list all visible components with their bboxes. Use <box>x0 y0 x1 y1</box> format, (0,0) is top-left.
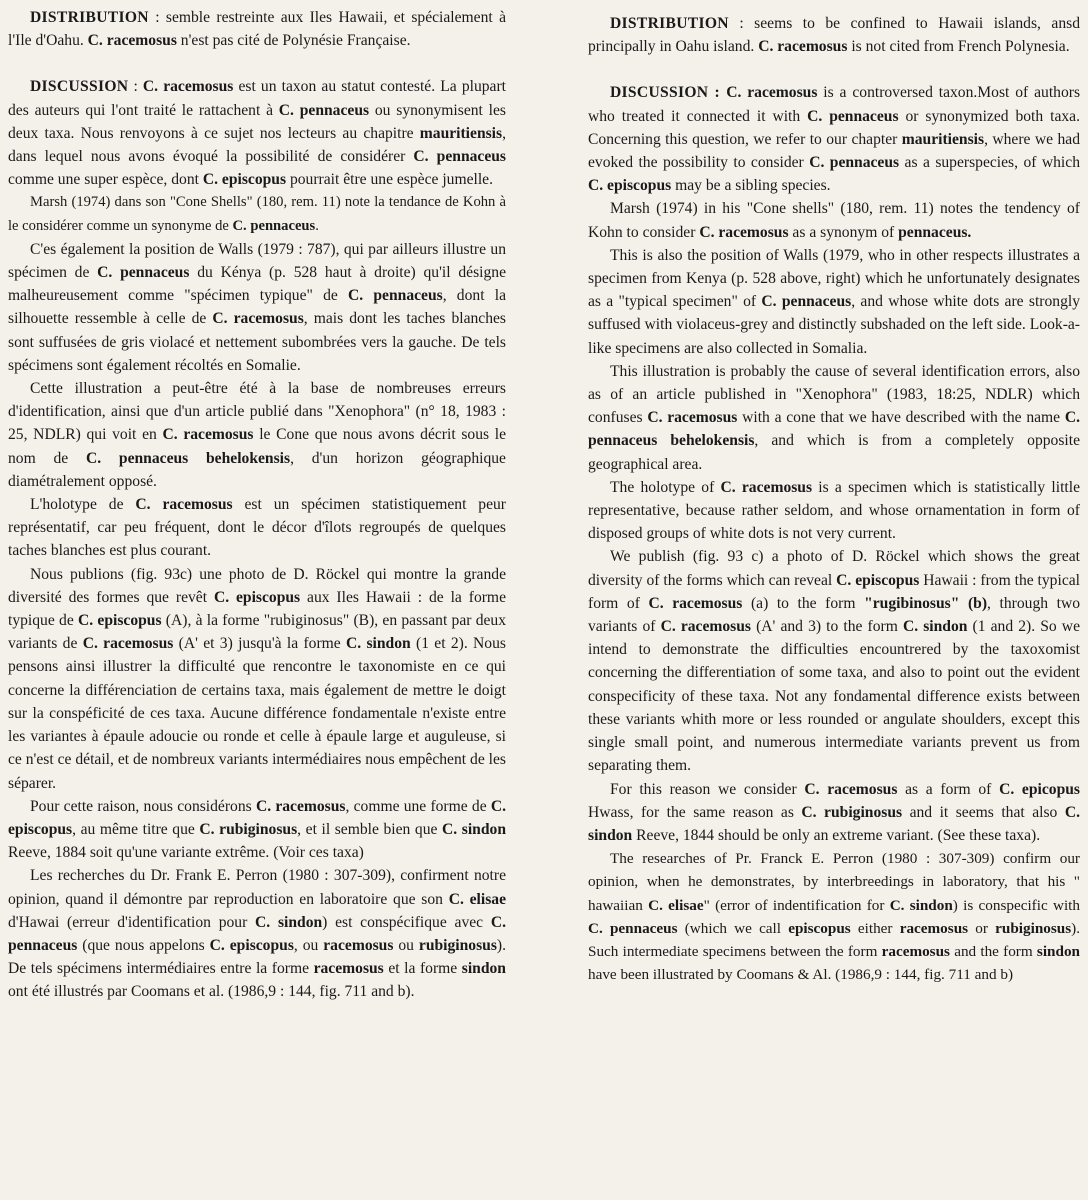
fr-marsh-paragraph: Marsh (1974) dans son "Cone Shells" (180, rem. 11) note la tendance de Kohn à le considérer comme un synonyme de C. pennaceus. <box>8 194 506 234</box>
fr-discussion-paragraph: DISCUSSION : C. racemosus est un taxon au statut contesté. La plupart des auteurs qui l'ont traité le rattachent à C. pennaceus ou synonymisent les deux taxa. Nous renvoyons à ce sujet nos lecteurs au chapitre mauritiensis, dans lequel nous avons évoqué la possibilité de considérer C. pennaceus comme une super espèce, dont C. episcopus pourrait être une espèce jumelle. <box>8 78 506 189</box>
en-illustration-paragraph: This illustration is probably the cause of several identification errors, also as of an article published in "Xenophora" (1983, 18:25, NDLR) which confuses C. racemosus with a cone that we have described with the name C. pennaceus behelokensis, and which is from a completely opposite geographical area. <box>588 362 1081 473</box>
fr-research-paragraph: Les recherches du Dr. Frank E. Perron (1980 : 307-309), confirment notre opinion, quand il démontre par reproduction en laboratoire que son C. elisae d'Hawai (erreur d'identification pour C. sindon) est conspécifique avec C. pennaceus (que nous appelons C. episcopus, ou racemosus ou rubiginosus). De tels spécimens intermédiaires entre la forme racemosus et la forme sindon ont été illustrés par Coomans et al. (1986,9 : 144, fig. 711 and b). <box>8 867 507 1001</box>
fr-distribution-paragraph: DISTRIBUTION : semble restreinte aux Iles Hawaii, et spécialement à l'Ile d'Oahu. C. racemosus n'est pas cité de Polynésie Française. <box>8 9 506 50</box>
en-walls-paragraph: This is also the position of Walls (1979, who in other respects illustrates a specimen from Kenya (p. 528 above, right) which he unfortunately designates as a "typical specimen" of C. pennaceus, and whose white dots are strongly suffused with violaceus-grey and distinctly subshaded on the left side. Look-a-like specimens are also collected in Somalia. <box>588 246 1080 357</box>
en-discussion-paragraph: DISCUSSION : C. racemosus is a controversed taxon.Most of authors who treated it connected it with C. pennaceus or synonymized both taxa. Concerning this question, we refer to our chapter mauritiensis, where we had evoked the possibility to consider C. pennaceus as a superspecies, of which C. episcopus may be a sibling species. <box>588 84 1081 195</box>
fr-reason-paragraph: Pour cette raison, nous considérons C. racemosus, comme une forme de C. episcopus, au même titre que C. rubiginosus, et il semble bien que C. sindon Reeve, 1884 soit qu'une variante extrême. (Voir ces taxa) <box>8 797 507 862</box>
en-distribution-paragraph: DISTRIBUTION : seems to be confined to Hawaii islands, ansd principally in Oahu island. C. racemosus is not cited from French Polynesia. <box>588 15 1080 56</box>
en-photo-paragraph: We publish (fig. 93 c) a photo of D. Röckel which shows the great diversity of the forms which can reveal C. episcopus Hawaii : from the typical form of C. racemosus (a) to the form "rugibinosus" (b), through two variants of C. racemosus (A' and 3) to the form C. sindon (1 and 2). So we intend to demonstrate the difficulties encountrered by the taxoxomist concerning the differentiation of some taxa, and also to point out the evident conspecificity of these taxa. Not any fondamental difference exists between these variants whith more or less rounded or angulate shoulders, except this single small point, and numerous intermediate variants prevent us from separating them. <box>588 548 1081 775</box>
en-research-paragraph: The researches of Pr. Franck E. Perron (1980 : 307-309) confirm our opinion, when he demonstrates, by interbreedings in laboratory, that his " hawaiian C. elisae" (error of indentification for C. sindon) is conspecific with C. pennaceus (which we call episcopus either racemosus or rubiginosus). Such intermediate specimens between the form racemosus and the form sindon have been illustrated by Coomans & Al. (1986,9 : 144, fig. 711 and b) <box>588 850 1081 984</box>
fr-photo-paragraph: Nous publions (fig. 93c) une photo de D. Röckel qui montre la grande diversité des formes que revêt C. episcopus aux Iles Hawaii : de la forme typique de C. episcopus (A), à la forme "rubiginosus" (B), en passant par deux variants de C. racemosus (A' et 3) jusqu'à la forme C. sindon (1 et 2). Nous pensons ainsi illustrer la difficulté que rencontre le taxonomiste en ce qui concerne la différenciation de certains taxa, mais également de mettre le doigt sur la conspéficité de ces taxa. Aucune différence fondamentale n'existe entre les variantes à épaule adoucie ou ronde et celle à épaule large et auguleuse, si ce n'est ce détail, et de nombreux variants intermédiaires nous empêchent de les séparer. <box>8 565 507 792</box>
english-column <box>588 6 1080 986</box>
fr-holotype-paragraph: L'holotype de C. racemosus est un spécimen statistiquement peur représentatif, car peu fréquent, dont le décor d'îlots regroupés de quelques taches blanches est plus courant. <box>8 496 507 560</box>
en-holotype-paragraph: The holotype of C. racemosus is a specimen which is statistically little representative, because rather seldom, and whose ornamentation in form of disposed groups of white dots is not very current. <box>588 478 1081 543</box>
fr-illustration-paragraph: Cette illustration a peut-être été à la base de nombreuses erreurs d'identification, ainsi que d'un article publié dans "Xenophora" (n° 18, 1983 : 25, NDLR) qui voit en C. racemosus le Cone que nous avons décrit sous le nom de C. pennaceus behelokensis, d'un horizon géographique diamétralement opposé. <box>8 380 507 490</box>
fr-walls-paragraph: C'es également la position de Walls (1979 : 787), qui par ailleurs illustre un spécimen de C. pennaceus du Kénya (p. 528 haut à droite) qu'il désigne malheureusement comme "spécimen typique" de C. pennaceus, dont la silhouette ressemble à celle de C. racemosus, mais dont les taches blanches sont suffusées de gris violacé et nettement subombrées vers la gauche. De tels spécimens sont également récoltés en Somalie. <box>8 240 507 374</box>
french-column <box>8 0 506 1004</box>
en-reason-paragraph: For this reason we consider C. racemosus as a form of C. epicopus Hwass, for the same reason as C. rubiginosus and it seems that also C. sindon Reeve, 1844 should be only an extreme variant. (See these taxa). <box>588 780 1080 844</box>
en-marsh-paragraph: Marsh (1974) in his "Cone shells" (180, rem. 11) notes the tendency of Kohn to consider C. racemosus as a synonym of pennaceus. <box>588 200 1080 241</box>
